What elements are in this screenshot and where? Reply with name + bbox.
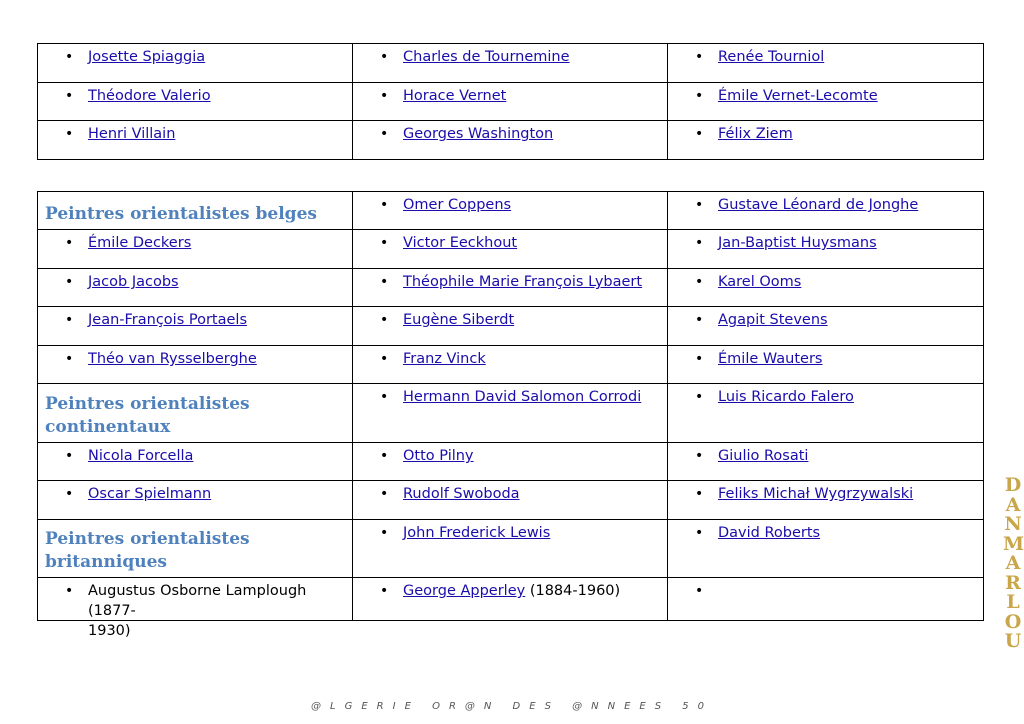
bullet: • xyxy=(65,583,74,599)
cell xyxy=(668,346,984,384)
section-heading-cell xyxy=(38,384,353,443)
cell xyxy=(353,121,668,160)
bullet: • xyxy=(65,88,74,104)
cell xyxy=(668,269,984,307)
painter-dates: 1930) xyxy=(88,623,131,639)
bullet: • xyxy=(380,583,389,599)
cell xyxy=(38,578,353,639)
cell xyxy=(353,269,668,307)
painter-link[interactable]: Omer Coppens xyxy=(403,197,512,213)
painter-link[interactable]: Nicola Forcella xyxy=(88,448,194,464)
cell xyxy=(668,384,984,443)
watermark: DANMARLOU xyxy=(1003,474,1024,652)
cell xyxy=(668,192,984,230)
painter-link[interactable]: Giulio Rosati xyxy=(718,448,809,464)
painter-link[interactable]: Renée Tourniol xyxy=(718,49,825,65)
cell xyxy=(38,443,353,481)
bullet: • xyxy=(380,448,389,464)
painter-link[interactable]: Otto Pilny xyxy=(403,448,474,464)
cell xyxy=(38,307,353,346)
bullet: • xyxy=(695,126,704,142)
cell xyxy=(668,83,984,121)
bullet: • xyxy=(380,525,389,541)
bullet: • xyxy=(380,351,389,367)
painter-link[interactable]: Jacob Jacobs xyxy=(88,274,179,290)
painter-link[interactable]: Émile Deckers xyxy=(88,235,192,251)
painter-link[interactable]: Jan-Baptist Huysmans xyxy=(718,235,877,251)
cell xyxy=(668,121,984,160)
bullet: • xyxy=(695,486,704,502)
cell xyxy=(353,346,668,384)
painter-link[interactable]: Hermann David Salomon Corrodi xyxy=(403,389,642,405)
cell xyxy=(38,269,353,307)
painter-link[interactable]: Charles de Tournemine xyxy=(403,49,570,65)
bullet: • xyxy=(695,235,704,251)
bullet: • xyxy=(65,312,74,328)
bullet: • xyxy=(695,274,704,290)
painter-link[interactable]: Rudolf Swoboda xyxy=(403,486,520,502)
painter-link[interactable]: Horace Vernet xyxy=(403,88,507,104)
cell xyxy=(353,44,668,83)
bullet: • xyxy=(695,583,704,599)
section-heading-continentaux: Peintres orientalistes continentaux xyxy=(45,394,250,437)
painter-link[interactable]: John Frederick Lewis xyxy=(403,525,551,541)
section-heading-cell xyxy=(38,520,353,578)
painter-link[interactable]: Émile Vernet-Lecomte xyxy=(718,88,878,104)
painters-table-1 xyxy=(37,43,984,160)
cell xyxy=(38,121,353,160)
bullet: • xyxy=(65,274,74,290)
section-heading-cell xyxy=(38,192,353,230)
section-heading-belges: Peintres orientalistes belges xyxy=(45,204,317,224)
cell xyxy=(353,307,668,346)
section-heading-britanniques: Peintres orientalistes britanniques xyxy=(45,529,250,572)
cell xyxy=(668,481,984,520)
painters-table-2 xyxy=(37,191,984,639)
bullet: • xyxy=(65,49,74,65)
painter-name: Augustus Osborne Lamplough (1877- xyxy=(88,583,307,619)
cell xyxy=(668,443,984,481)
bullet: • xyxy=(695,448,704,464)
bullet: • xyxy=(695,312,704,328)
cell xyxy=(668,520,984,578)
bullet: • xyxy=(695,88,704,104)
cell xyxy=(38,346,353,384)
painter-link[interactable]: Émile Wauters xyxy=(718,351,823,367)
cell xyxy=(353,520,668,578)
painter-link[interactable]: Feliks Michał Wygrzywalski xyxy=(718,486,914,502)
bullet: • xyxy=(380,126,389,142)
painter-link[interactable]: Félix Ziem xyxy=(718,126,793,142)
cell xyxy=(38,481,353,520)
bullet: • xyxy=(695,525,704,541)
cell xyxy=(353,481,668,520)
bullet: • xyxy=(695,389,704,405)
bullet: • xyxy=(695,49,704,65)
bullet: • xyxy=(380,389,389,405)
cell xyxy=(38,44,353,83)
painter-link[interactable]: Karel Ooms xyxy=(718,274,802,290)
painter-link[interactable]: Franz Vinck xyxy=(403,351,486,367)
painter-link[interactable]: Josette Spiaggia xyxy=(88,49,206,65)
bullet: • xyxy=(380,312,389,328)
bullet: • xyxy=(380,274,389,290)
painter-link[interactable]: Victor Eeckhout xyxy=(403,235,518,251)
cell xyxy=(353,578,668,621)
bullet: • xyxy=(380,49,389,65)
cell xyxy=(668,44,984,83)
painter-link[interactable]: Gustave Léonard de Jonghe xyxy=(718,197,919,213)
bullet: • xyxy=(380,197,389,213)
cell xyxy=(353,384,668,443)
painter-dates: (1884-1960) xyxy=(525,583,621,599)
cell xyxy=(353,230,668,269)
bullet: • xyxy=(695,197,704,213)
painter-link[interactable]: Théodore Valerio xyxy=(88,88,211,104)
bullet: • xyxy=(65,448,74,464)
page-footer: @LGERIE OR@N DES @NNEES 50 xyxy=(311,701,713,712)
painter-link[interactable]: Georges Washington xyxy=(403,126,554,142)
bullet: • xyxy=(380,486,389,502)
painter-link[interactable]: Luis Ricardo Falero xyxy=(718,389,854,405)
painter-link[interactable]: George Apperley xyxy=(403,583,526,599)
bullet: • xyxy=(65,235,74,251)
bullet: • xyxy=(65,486,74,502)
painter-link[interactable]: Eugène Siberdt xyxy=(403,312,515,328)
painter-link[interactable]: Oscar Spielmann xyxy=(88,486,212,502)
bullet: • xyxy=(65,351,74,367)
cell xyxy=(668,307,984,346)
painter-link[interactable]: David Roberts xyxy=(718,525,821,541)
bullet: • xyxy=(695,351,704,367)
painter-link[interactable]: Théo van Rysselberghe xyxy=(88,351,257,367)
empty-cell xyxy=(668,578,984,621)
painter-link[interactable]: Henri Villain xyxy=(88,126,176,142)
cell xyxy=(353,192,668,230)
cell xyxy=(353,83,668,121)
bullet: • xyxy=(65,126,74,142)
bullet: • xyxy=(380,88,389,104)
painter-link[interactable]: Jean-François Portaels xyxy=(88,312,247,328)
cell xyxy=(668,230,984,269)
cell xyxy=(38,230,353,269)
painter-link[interactable]: Agapit Stevens xyxy=(718,312,828,328)
cell xyxy=(38,83,353,121)
cell xyxy=(353,443,668,481)
painter-link[interactable]: Théophile Marie François Lybaert xyxy=(403,274,643,290)
bullet: • xyxy=(380,235,389,251)
